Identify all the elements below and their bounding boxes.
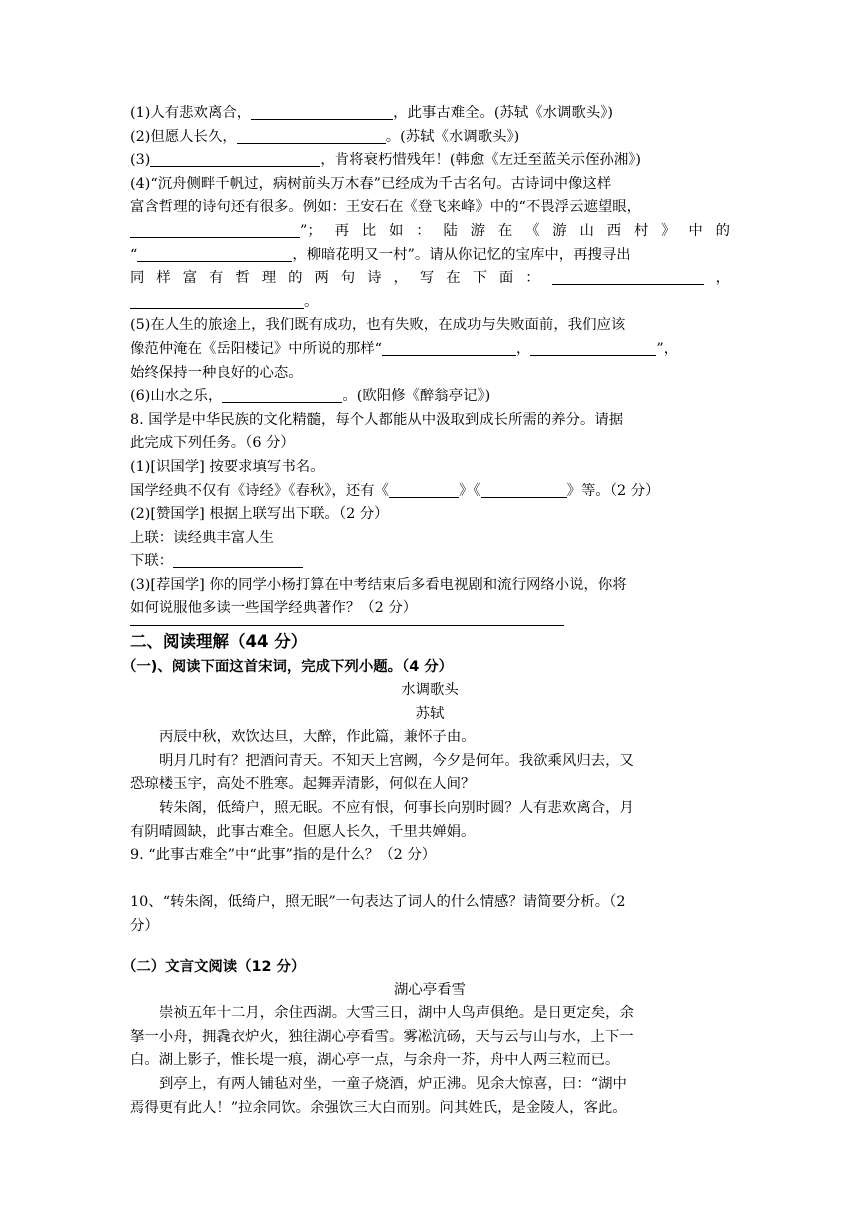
essay-line: 崇祯五年十二月，余住西湖。大雪三日，湖中人鸟声俱绝。是日更定矣，余 xyxy=(159,1005,634,1022)
q7-3: (3) ，肯将衰朽惜残年！(韩愈《左迁至蓝关示侄孙湘》) xyxy=(130,152,642,169)
answer-blank[interactable] xyxy=(222,387,342,403)
q8-2-lower: 下联： xyxy=(130,550,730,574)
essay-line: 拏一小舟，拥毳衣炉火，独往湖心亭看雪。雾凇沆砀，天与云与山与水，上下一 xyxy=(130,1028,634,1045)
q7-6: (6)山水之乐， 。(欧阳修《醉翁亭记》) xyxy=(130,388,491,405)
answer-blank[interactable] xyxy=(481,482,567,498)
q8-3-line-1: (3)[荐国学] 你的同学小杨打算在中考结束后多看电视剧和流行网络小说，你将 xyxy=(130,576,627,593)
q7-4-line-5: 同样富有哲理的两句诗，写在下面： ， xyxy=(130,270,730,287)
q8-1-books: 国学经典不仅有《诗经》《春秋》，还有《 》《 》等。（2 分） xyxy=(130,482,660,499)
poem-author: 苏轼 xyxy=(415,705,445,722)
answer-blank[interactable] xyxy=(237,128,386,144)
answer-line[interactable] xyxy=(130,625,564,626)
q7-5-line-1: (5)在人生的旅途上，我们既有成功，也有失败，在成功与失败面前，我们应该 xyxy=(130,317,626,334)
poem-line: 有阴晴圆缺，此事古难全。但愿人长久，千里共婵娟。 xyxy=(130,823,476,840)
q8-line-1: 8. 国学是中华民族的文化精髓，每个人都能从中汲取到成长所需的养分。请据 xyxy=(130,411,624,428)
q7-4-line-4: “ ，柳暗花明又一村”。请从你记忆的宝库中，再搜寻出 xyxy=(130,246,631,263)
q10-line-2: 分） xyxy=(130,918,159,934)
q10-line-1: 10、“转朱阁，低绮户，照无眠”一句表达了词人的什么情感？请简要分析。（2 xyxy=(130,894,626,911)
answer-blank[interactable] xyxy=(173,552,303,568)
exam-page xyxy=(122,102,730,1120)
section-heading: 二、阅读理解（44 分） xyxy=(130,632,308,652)
q7-4-line-1: (4)“沉舟侧畔千帆过，病树前头万木春”已经成为千古名句。古诗词中像这样 xyxy=(130,175,612,192)
q7-2: (2)但愿人长久， 。(苏轼《水调歌头》) xyxy=(130,128,520,145)
q7-4-line-3: ”；再比如：陆游在《游山西村》中的 xyxy=(130,220,730,244)
q8-2: (2)[赞国学] 根据上联写出下联。（2 分） xyxy=(130,506,389,523)
essay-title: 湖心亭看雪 xyxy=(394,981,466,998)
essay-line: 白。湖上影子，惟长堤一痕，湖心亭一点，与余舟一芥，舟中人两三粒而已。 xyxy=(130,1052,620,1069)
essay-line: 焉得更有此人！”拉余同饮。余强饮三大白而别。问其姓氏，是金陵人，客此。 xyxy=(130,1099,627,1116)
q8-3-line-2: 如何说服他多读一些国学经典著作？（2 分） xyxy=(130,600,418,617)
answer-blank[interactable] xyxy=(251,104,393,120)
answer-blank[interactable] xyxy=(389,482,459,498)
q9: 9. “此事古难全”中“此事”指的是什么？（2 分） xyxy=(130,847,437,864)
answer-blank[interactable] xyxy=(130,222,300,238)
poem-line: 转朱阁，低绮户，照无眠。不应有恨，何事长向别时圆？人有悲欢离合，月 xyxy=(159,800,634,817)
q7-1: (1)人有悲欢离合， ，此事古难全。(苏轼《水调歌头》) xyxy=(130,105,614,121)
part-heading: （一)、阅读下面这首宋词，完成下列小题。（4 分） xyxy=(122,659,453,676)
poem-line: 恐琼楼玉宇，高处不胜寒。起舞弄清影，何似在人间？ xyxy=(130,776,476,793)
poem-preface: 丙辰中秋，欢饮达旦，大醉，作此篇，兼怀子由。 xyxy=(159,729,476,746)
q7-5-line-3: 始终保持一种良好的心态。 xyxy=(130,364,303,381)
q8-2-upper: 上联：读经典丰富人生 xyxy=(130,529,274,546)
q7-4-line-6: 。 xyxy=(130,291,730,315)
answer-blank[interactable] xyxy=(382,340,516,356)
essay-line: 到亭上，有两人铺毡对坐，一童子烧酒，炉正沸。见余大惊喜，曰：“湖中 xyxy=(159,1075,627,1092)
answer-blank[interactable] xyxy=(130,293,304,309)
answer-blank[interactable] xyxy=(137,246,292,262)
q8-1: (1)[识国学] 按要求填写书名。 xyxy=(130,458,325,475)
part-heading: （二）文言文阅读（12 分） xyxy=(122,958,306,975)
answer-blank[interactable] xyxy=(552,269,704,285)
poem-line: 明月几时有？把酒问青天。不知天上宫阙，今夕是何年。我欲乘风归去，又 xyxy=(159,752,634,769)
q8-line-2: 此完成下列任务。（6 分） xyxy=(130,435,295,452)
q7-4-line-2: 富含哲理的诗句还有很多。例如：王安石在《登飞来峰》中的“不畏浮云遮望眼， xyxy=(130,199,642,216)
answer-blank[interactable] xyxy=(530,340,656,356)
poem-title: 水调歌头 xyxy=(401,682,459,699)
answer-blank[interactable] xyxy=(150,151,320,167)
q7-5-line-2: 像范仲淹在《岳阳楼记》中所说的那样“ ， ”， xyxy=(130,340,679,357)
